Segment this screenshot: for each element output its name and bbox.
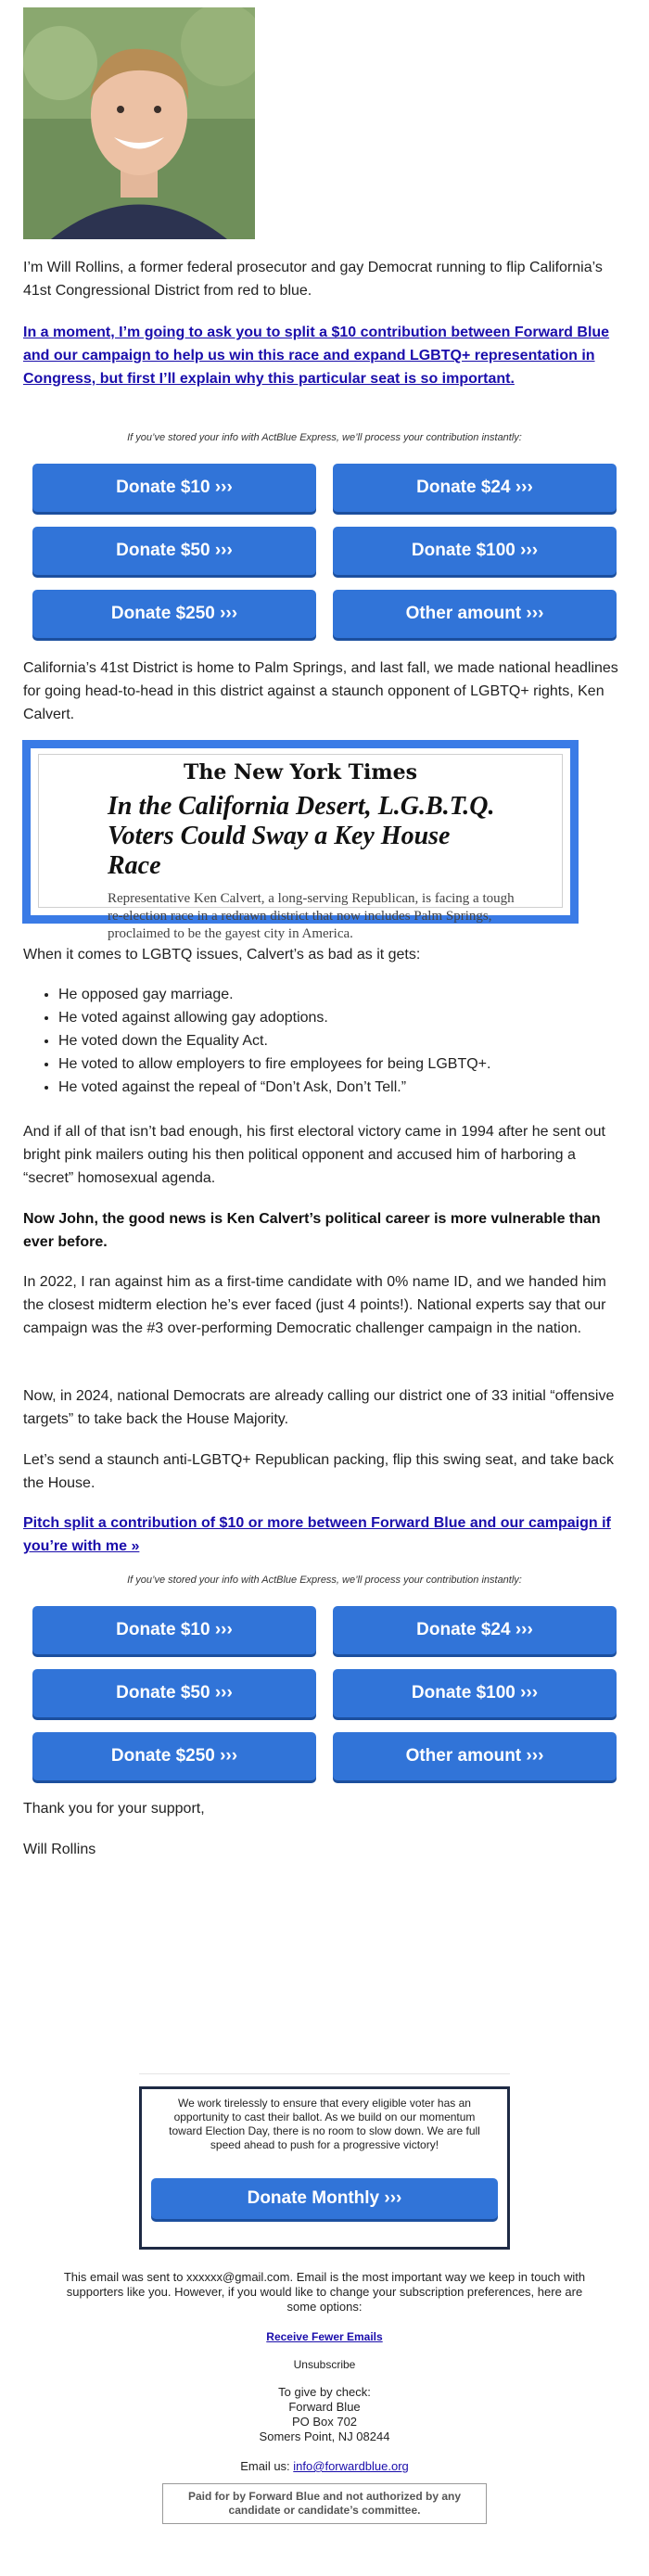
- intro-paragraph: I’m Will Rollins, a former federal prosecutor and gay Democrat running to flip California’s 41st Congressional District from red to blue.: [23, 260, 603, 299]
- nyt-logo: The New York Times: [183, 760, 418, 784]
- donate-24-button[interactable]: Donate $24 ›››: [333, 1606, 617, 1654]
- receive-fewer-emails-link[interactable]: Receive Fewer Emails: [266, 2330, 383, 2343]
- donate-monthly-button[interactable]: Donate Monthly ›››: [151, 2178, 498, 2219]
- list-item: • He voted down the Equality Act.: [58, 1029, 633, 1052]
- nyt-article-image: [22, 740, 579, 941]
- donate-grid-top: [23, 464, 626, 638]
- actblue-note: If you’ve stored your info with ActBlue Express, we’ll process your contribution instantly:: [127, 432, 522, 443]
- 2022-paragraph: In 2022, I ran against him as a first-time candidate with 0% name ID, and we handed him the closest midterm election he’s ever faced (just 4 points!). National experts say that our campaign was the #3 over-performing Democratic challenger campaign in the nation.: [23, 1274, 606, 1336]
- donate-other-button[interactable]: Other amount ›››: [333, 1732, 617, 1780]
- check-info: [46, 2385, 603, 2444]
- list-item: • He opposed gay marriage.: [58, 983, 633, 1006]
- donate-24-button[interactable]: Donate $24 ›››: [333, 464, 617, 512]
- footer-sent-to: This email was sent to xxxxxx@gmail.com. Email is the most important way we keep in touch with supporters like you. However, if you would like to change your subscription preferences, here are some options:: [63, 2270, 586, 2314]
- candidate-photo: [23, 7, 255, 239]
- footer-divider: [139, 2073, 510, 2074]
- donate-250-button[interactable]: Donate $250 ›››: [32, 1732, 316, 1780]
- actblue-note-bottom: If you’ve stored your info with ActBlue Express, we’ll process your contribution instantly:: [127, 1575, 522, 1586]
- thanks-line: Thank you for your support,: [23, 1801, 205, 1817]
- donate-10-button[interactable]: Donate $10 ›››: [32, 464, 316, 512]
- donate-250-button[interactable]: Donate $250 ›››: [32, 590, 316, 638]
- email-us-label: Email us:: [240, 2459, 290, 2473]
- email-us-link[interactable]: info@forwardblue.org: [293, 2459, 409, 2473]
- donate-10-button[interactable]: Donate $10 ›››: [32, 1606, 316, 1654]
- mailers-paragraph: And if all of that isn’t bad enough, his first electoral victory came in 1994 after he sent out bright pink mailers outing his then political opponent and accused him of harboring a “secret” homosexual agenda.: [23, 1124, 605, 1186]
- lead-donate-link[interactable]: In a moment, I’m going to ask you to split a $10 contribution between Forward Blue and our campaign to help us win this race and expand LGBTQ+ representation in Congress, but first I’ll explain why this particular seat is so important.: [23, 325, 610, 387]
- paid-for-disclaimer: Paid for by Forward Blue and not authorized by any candidate or candidate’s committee.: [162, 2483, 487, 2524]
- nyt-subhead: Representative Ken Calvert, a long-serving Republican, is facing a tough re-election race in a redrawn district that now includes Palm Springs, proclaimed to be the gayest city in America.: [108, 891, 515, 941]
- list-item: • He voted to allow employers to fire employees for being LGBTQ+.: [58, 1052, 633, 1076]
- email-us-line: [46, 2459, 603, 2474]
- footer-box-text: We work tirelessly to ensure that every eligible voter has an opportunity to cast their ballot. As we build on our momentum toward Election Day, there is no room to slow down. We are full speed ahead to push for a progressive victory!: [169, 2097, 480, 2151]
- check-name: Forward Blue: [288, 2400, 361, 2414]
- donate-100-button[interactable]: Donate $100 ›››: [333, 1669, 617, 1717]
- check-city: Somers Point, NJ 08244: [259, 2429, 390, 2443]
- nyt-headline: In the California Desert, L.G.B.T.Q. Voters Could Sway a Key House Race: [108, 792, 495, 880]
- footer-monthly-box: [139, 2086, 510, 2250]
- donate-50-button[interactable]: Donate $50 ›››: [32, 1669, 316, 1717]
- list-item: • He voted against the repeal of “Don’t Ask, Don’t Tell.”: [58, 1076, 633, 1099]
- issues-intro: When it comes to LGBTQ issues, Calvert’s as bad as it gets:: [23, 947, 421, 963]
- district-paragraph: California’s 41st District is home to Palm Springs, and last fall, we made national headlines for going head-to-head in this district against a staunch opponent of LGBTQ+ rights, Ken Calvert.: [23, 660, 618, 722]
- unsubscribe-link[interactable]: Unsubscribe: [293, 2358, 356, 2371]
- donate-100-button[interactable]: Donate $100 ›››: [333, 527, 617, 575]
- signature: Will Rollins: [23, 1842, 96, 1857]
- list-item: • He voted against allowing gay adoptions.: [58, 1006, 633, 1029]
- donate-grid-bottom: [23, 1606, 626, 1780]
- vulnerable-paragraph: Now John, the good news is Ken Calvert’s political career is more vulnerable than ever before.: [23, 1211, 601, 1250]
- send-packing-paragraph: Let’s send a staunch anti-LGBTQ+ Republican packing, flip this swing seat, and take back the House.: [23, 1452, 614, 1491]
- issues-list: [23, 983, 633, 1099]
- donate-other-button[interactable]: Other amount ›››: [333, 590, 617, 638]
- pitch-link[interactable]: Pitch split a contribution of $10 or more between Forward Blue and our campaign if you’re with me »: [23, 1515, 611, 1554]
- check-label: To give by check:: [278, 2385, 371, 2399]
- 2024-paragraph: Now, in 2024, national Democrats are already calling our district one of 33 initial “offensive targets” to take back the House Majority.: [23, 1388, 615, 1427]
- check-box: PO Box 702: [291, 2415, 358, 2429]
- donate-50-button[interactable]: Donate $50 ›››: [32, 527, 316, 575]
